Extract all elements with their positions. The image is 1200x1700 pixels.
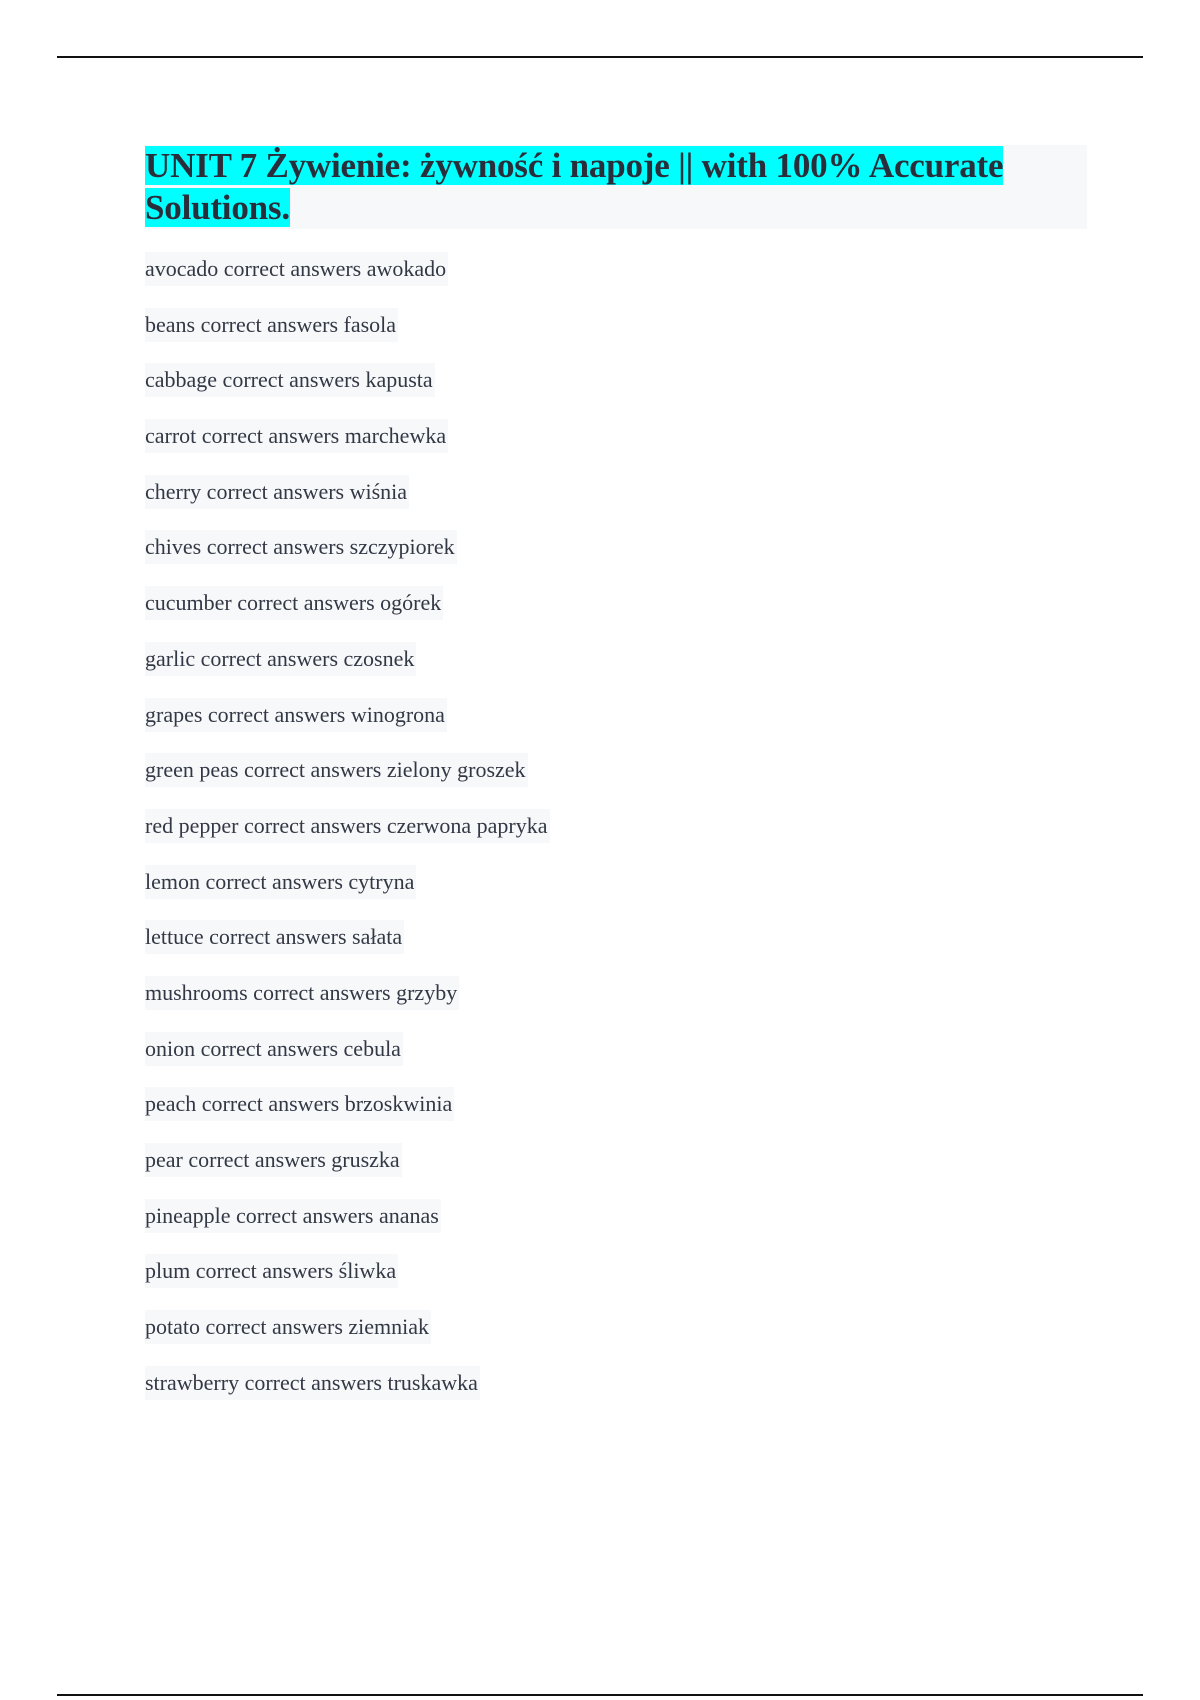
qa-text: pineapple correct answers ananas bbox=[145, 1199, 441, 1233]
list-item bbox=[145, 642, 550, 698]
qa-text: beans correct answers fasola bbox=[145, 308, 398, 342]
qa-text: red pepper correct answers czerwona papryka bbox=[145, 809, 550, 843]
qa-text: lettuce correct answers sałata bbox=[145, 920, 404, 954]
qa-text: strawberry correct answers truskawka bbox=[145, 1366, 480, 1400]
list-item bbox=[145, 1087, 550, 1143]
qa-list bbox=[145, 252, 550, 1421]
list-item bbox=[145, 698, 550, 754]
document-title bbox=[145, 145, 1087, 229]
qa-text: garlic correct answers czosnek bbox=[145, 642, 416, 676]
qa-text: cucumber correct answers ogórek bbox=[145, 586, 443, 620]
list-item bbox=[145, 308, 550, 364]
list-item bbox=[145, 976, 550, 1032]
list-item bbox=[145, 1199, 550, 1255]
list-item bbox=[145, 753, 550, 809]
qa-text: mushrooms correct answers grzyby bbox=[145, 976, 459, 1010]
footer-rule bbox=[57, 1694, 1143, 1696]
list-item bbox=[145, 475, 550, 531]
qa-text: lemon correct answers cytryna bbox=[145, 865, 416, 899]
list-item bbox=[145, 809, 550, 865]
qa-text: carrot correct answers marchewka bbox=[145, 419, 448, 453]
qa-text: cherry correct answers wiśnia bbox=[145, 475, 409, 509]
list-item bbox=[145, 1032, 550, 1088]
header-rule bbox=[57, 56, 1143, 58]
qa-text: peach correct answers brzoskwinia bbox=[145, 1087, 454, 1121]
list-item bbox=[145, 530, 550, 586]
qa-text: chives correct answers szczypiorek bbox=[145, 530, 457, 564]
list-item bbox=[145, 1310, 550, 1366]
title-highlight: UNIT 7 Żywienie: żywność i napoje || with 100% Accurate Solutions. bbox=[145, 146, 1004, 227]
qa-text: pear correct answers gruszka bbox=[145, 1143, 402, 1177]
list-item bbox=[145, 920, 550, 976]
list-item bbox=[145, 363, 550, 419]
list-item bbox=[145, 865, 550, 921]
qa-text: avocado correct answers awokado bbox=[145, 252, 448, 286]
qa-text: green peas correct answers zielony groszek bbox=[145, 753, 528, 787]
list-item bbox=[145, 1143, 550, 1199]
title-block bbox=[145, 145, 1087, 229]
list-item bbox=[145, 252, 550, 308]
list-item bbox=[145, 419, 550, 475]
qa-text: plum correct answers śliwka bbox=[145, 1254, 398, 1288]
qa-text: grapes correct answers winogrona bbox=[145, 698, 447, 732]
qa-text: cabbage correct answers kapusta bbox=[145, 363, 435, 397]
list-item bbox=[145, 1366, 550, 1422]
qa-text: onion correct answers cebula bbox=[145, 1032, 403, 1066]
qa-text: potato correct answers ziemniak bbox=[145, 1310, 431, 1344]
list-item bbox=[145, 586, 550, 642]
list-item bbox=[145, 1254, 550, 1310]
